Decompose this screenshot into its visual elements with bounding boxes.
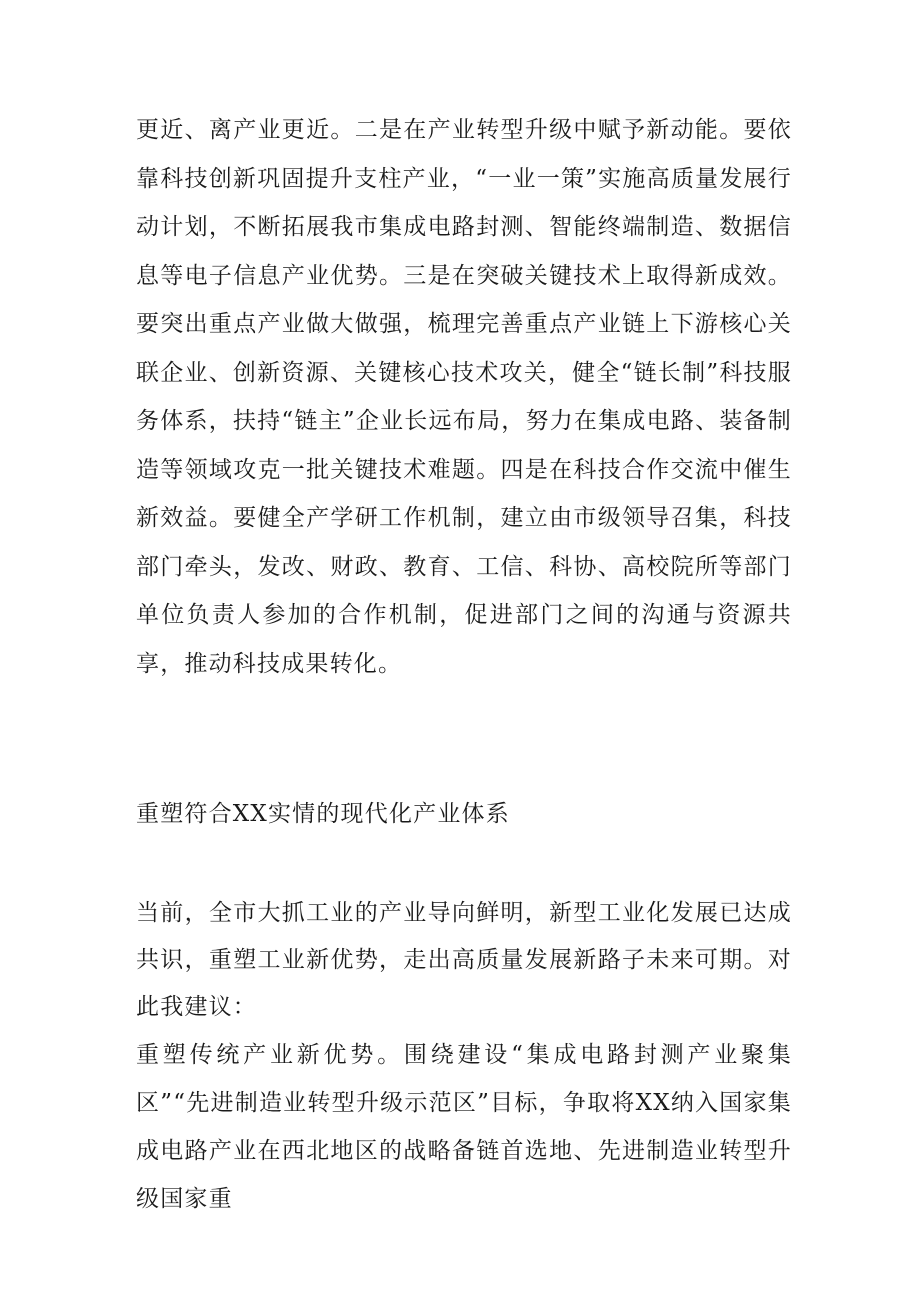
body-paragraph-1: [136, 106, 792, 688]
heading-text: 重塑符合XX实情的现代化产业体系: [136, 801, 510, 827]
body-paragraph-2: [136, 890, 792, 1031]
body-paragraph-3: [136, 1031, 792, 1223]
paragraph-text: 更近、离产业更近。二是在产业转型升级中赋予新动能。要依靠科技创新巩固提升支柱产业，“一业一策”实施高质量发展行动计划，不断拓展我市集成电路封测、智能终端制造、数据信息等电子信息产业优势。三是在突破关键技术上取得新成效。要突出重点产业做大做强，梳理完善重点产业链上下游核心关联企业、创新资源、关键核心技术攻关，健全“链长制”科技服务体系，扶持“链主”企业长远布局，努力在集成电路、装备制造等领域攻克一批关键技术难题。四是在科技合作交流中催生新效益。要健全产学研工作机制，建立由市级领导召集，科技部门牵头，发改、财政、教育、工信、科协、高校院所等部门单位负责人参加的合作机制，促进部门之间的沟通与资源共享，推动科技成果转化。: [136, 117, 792, 677]
paragraph-text: 当前，全市大抓工业的产业导向鲜明，新型工业化发展已达成共识，重塑工业新优势，走出高质量发展新路子未来可期。对此我建议：: [136, 900, 792, 1020]
paragraph-text: 重塑传统产业新优势。围绕建设“集成电路封测产业聚集区”“先进制造业转型升级示范区”目标，争取将XX纳入国家集成电路产业在西北地区的战略备链首选地、先进制造业转型升级国家重: [136, 1042, 792, 1212]
section-heading: [136, 790, 792, 838]
